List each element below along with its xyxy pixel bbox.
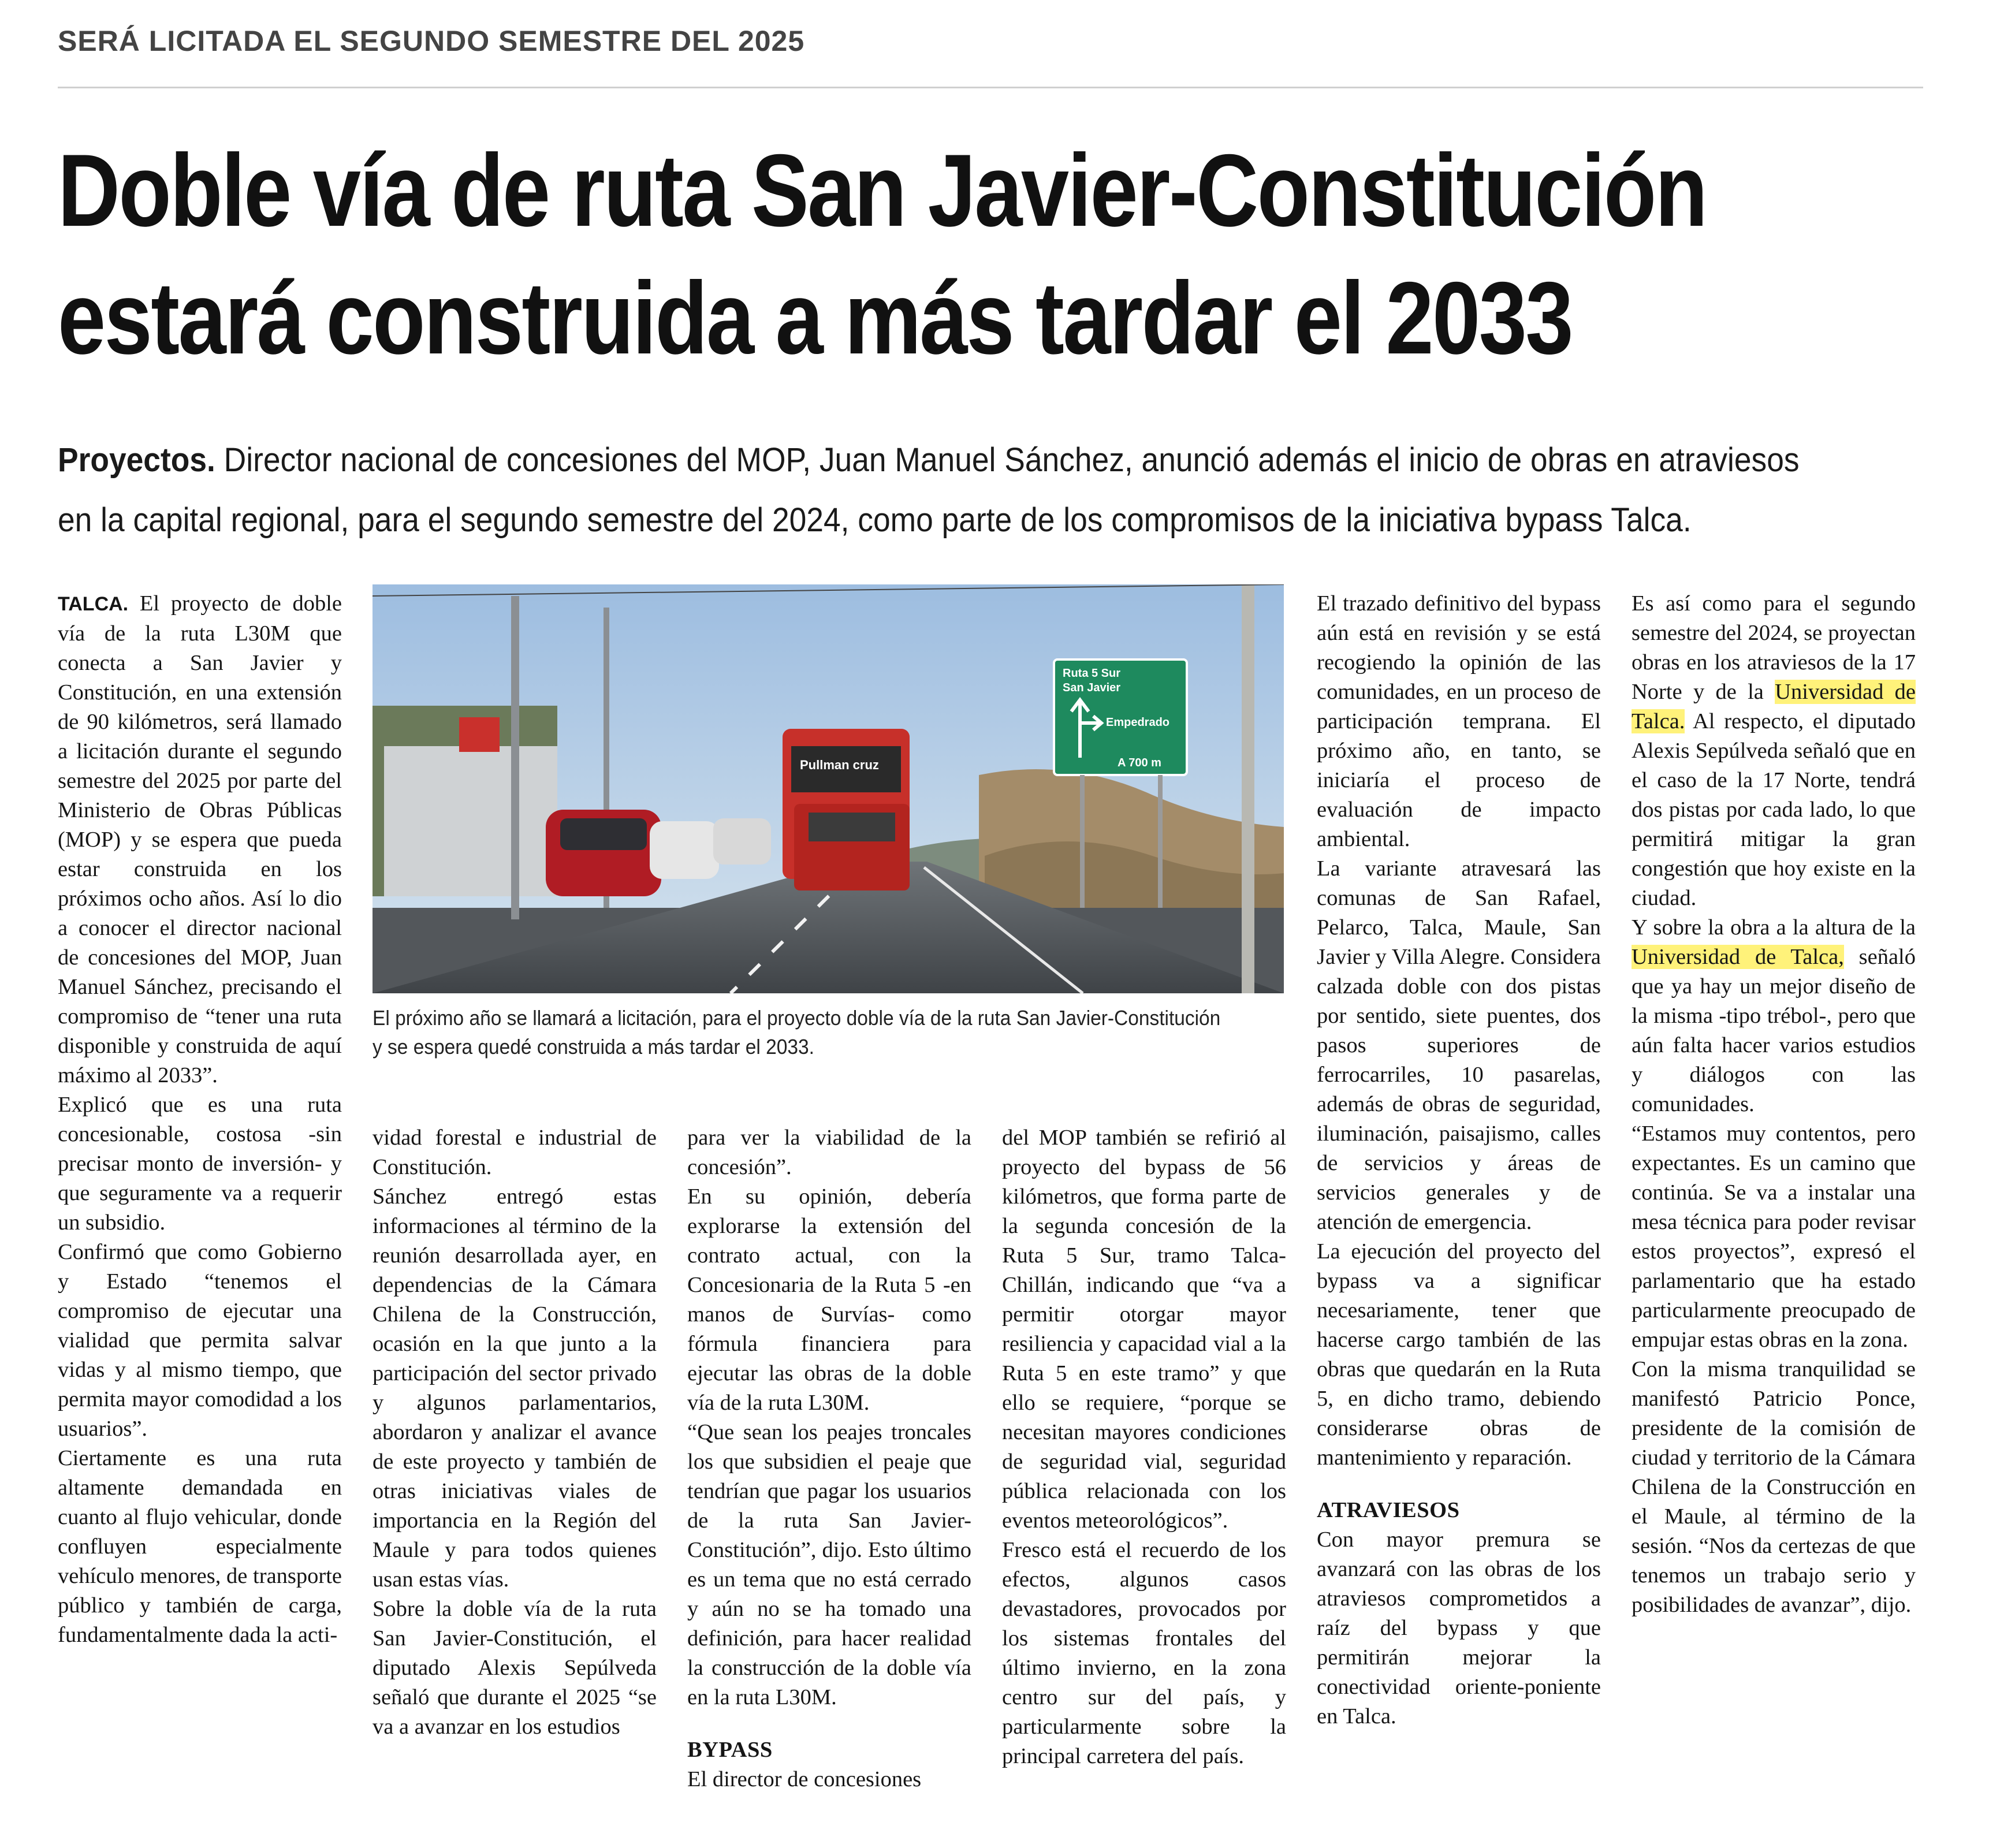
bus-label: Pullman cruz: [800, 758, 879, 772]
paragraph-text: Y sobre la obra a la altura de la: [1632, 915, 1916, 940]
article-paragraph: La ejecución del proyecto del bypass va a significar necesariamente, tener que hacerse cargo también de las obras que quedarán en la Ruta 5, en dicho tramo, debiendo considerarse obras de mantenimiento y reparación.: [1317, 1239, 1601, 1470]
dateline: TALCA.: [58, 593, 129, 615]
roadside-sign: [459, 717, 500, 752]
subhead-bypass: BYPASS: [687, 1738, 773, 1762]
article-paragraph: Explicó que es una ruta concesionable, costosa -sin precisar monto de inversión- y que seguramente va a requerir un subsidio.: [58, 1093, 342, 1235]
article-paragraph: para ver la viabilidad de la concesión”.: [687, 1126, 971, 1179]
lead-text: Director nacional de concesiones del MOP, Juan Manuel Sánchez, anunció además el inicio de obras en atraviesos en la capital regional, para el segundo semestre del 2024, como parte de los compromisos de la iniciativa bypass Talca.: [58, 441, 1800, 539]
kicker: SERÁ LICITADA EL SEGUNDO SEMESTRE DEL 2025: [58, 25, 805, 57]
article-paragraph: “Que sean los peajes troncales los que subsidien el peaje que tendrían que pagar los usuarios de la ruta San Javier-Constitución”, dijo. Esto último es un tema que no está cerrado y aún no se ha tomado una definición, para hacer realidad la construcción de la doble vía en la ruta L30M.: [687, 1420, 971, 1709]
header-divider: [58, 87, 1923, 88]
sign-text: San Javier: [1063, 681, 1121, 694]
article-paragraph: Sobre la doble vía de la ruta San Javier-Constitución, el diputado Alexis Sepúlveda señaló que durante el 2025 “se va a avanzar en los estudios: [373, 1597, 657, 1739]
sign-text: Ruta 5 Sur: [1063, 667, 1121, 680]
headline-line-2: estará construida a más tardar el 2033: [58, 260, 1572, 375]
paragraph-text: Es así como para el segundo semestre del 2024, se proyectan obras en los atraviesos de la 17 Norte y de la: [1632, 591, 1916, 704]
headline-line-1: Doble vía de ruta San Javier-Constitución: [58, 133, 1707, 248]
headline: [58, 127, 1707, 382]
article-column-2: [373, 1123, 657, 1742]
paragraph-text: El proyecto de doble vía de la ruta L30M que conecta a San Javier y Constitución, en una extensión de 90 kilómetros, será llamado a licitación durante el segundo semestre del 2025 por parte del Ministerio de Obras Públicas (MOP) y se espera que pueda estar construida en los próximos ocho años. Así lo dio a conocer el director nacional de concesiones del MOP, Juan Manuel Sánchez, precisando el compromiso de “tener una ruta disponible y construida de aquí máximo al 2033”.: [58, 591, 342, 1087]
article-paragraph: [1632, 913, 1916, 1119]
article-paragraph: Fresco está el recuerdo de los efectos, algunos casos devastadores, provocados por los sistemas frontales del último invierno, en la zona centro sur del país, y particularmente sobre la principal carretera del país.: [1002, 1538, 1286, 1768]
article-paragraph: El director de concesiones: [687, 1767, 922, 1791]
subhead-atraviesos: ATRAVIESOS: [1317, 1498, 1460, 1522]
lead-paragraph: [58, 430, 1811, 550]
article-paragraph: Confirmó que como Gobierno y Estado “tenemos el compromiso de ejecutar una vialidad que permita salvar vidas y al mismo tiempo, que permita mayor comodidad a los usuarios”.: [58, 1240, 342, 1441]
article-paragraph: [58, 589, 342, 1090]
article-paragraph: “Estamos muy contentos, pero expectantes. Es un camino que continúa. Se va a instalar una mesa técnica para poder revisar estos proyectos”, expresó el parlamentario que ha estado particularmente preocupado de empujar estas obras en la zona.: [1632, 1122, 1916, 1352]
article-paragraph: La variante atravesará las comunas de San Rafael, Pelarco, Talca, Maule, San Javier y Villa Alegre. Considera calzada doble con dos pistas por sentido, siete puentes, dos pasos superiores de ferrocarriles, 10 pasarelas, además de obras de seguridad, iluminación, paisajismo, calles de servicios y áreas de servicios generales y de atención de emergencia.: [1317, 856, 1601, 1234]
article-paragraph: Sánchez entregó estas informaciones al término de la reunión desarrollada ayer, en dependencias de la Cámara Chilena de la Construcción, ocasión en la que junto a la participación del sector privado y algunos parlamentarios, abordaron y analizar el avance de este proyecto y también de otras iniciativas viales de importancia en la Región del Maule y para todos quienes usan estas vías.: [373, 1184, 657, 1592]
article-column-4: [1002, 1123, 1286, 1771]
article-column-3: [687, 1123, 971, 1794]
sign-text: A 700 m: [1118, 757, 1161, 769]
highlighted-text: Universidad de Talca.: [1632, 680, 1916, 733]
lead-label: Proyectos.: [58, 441, 215, 479]
article-column-5: [1317, 589, 1601, 1731]
article-paragraph: En su opinión, debería explorarse la extensión del contrato actual, con la Concesionaria de la Ruta 5 -en manos de Survías- como fórmula financiera para ejecutar las obras de la doble vía de la ruta L30M.: [687, 1184, 971, 1415]
article-paragraph: [1632, 589, 1916, 913]
road-photo: [373, 584, 1284, 993]
article-paragraph: Con la misma tranquilidad se manifestó Patricio Ponce, presidente de la comisión de ciudad y territorio de la Cámara Chilena de la Construcción en el Maule, al término de la sesión. “Nos da certezas de que tenemos un trabajo serio y posibilidades de avanzar”, dijo.: [1632, 1357, 1916, 1617]
article-paragraph: vidad forestal e industrial de Constitución.: [373, 1126, 657, 1179]
article-paragraph: Ciertamente es una ruta altamente demandada en cuanto al flujo vehicular, donde confluyen especialmente vehículo menores, de transporte público y también de carga, fundamentalmente dada la acti-: [58, 1446, 342, 1647]
road-photo-illustration: [373, 584, 1284, 993]
paragraph-text: señaló que ya hay un mejor diseño de la misma -tipo trébol-, pero que aún falta hacer varios estudios y diálogos con las comunidades.: [1632, 945, 1916, 1116]
article-paragraph: El trazado definitivo del bypass aún está en revisión y se está recogiendo la opinión de las comunidades, en un proceso de participación temprana. El próximo año, en tanto, se iniciaría el proceso de evaluación de impacto ambiental.: [1317, 591, 1601, 851]
article-paragraph: Con mayor premura se avanzará con las obras de los atraviesos comprometidos a raíz del bypass y que permitirán mejorar la conectividad oriente-poniente en Talca.: [1317, 1527, 1601, 1728]
article-paragraph: del MOP también se refirió al proyecto del bypass de 56 kilómetros, que forma parte de la segunda concesión de la Ruta 5 Sur, tramo Talca-Chillán, indicando que “va a permitir otorgar mayor resiliencia y capacidad vial a la Ruta 5 en este tramo” y que ello se requiere, “porque se necesitan mayores condiciones de seguridad vial, seguridad pública relacionada con los eventos meteorológicos”.: [1002, 1126, 1286, 1533]
photo-caption: El próximo año se llamará a licitación, para el proyecto doble vía de la ruta San Javier-Constitución y se espera quedé construida a más tardar el 2033.: [373, 1006, 1221, 1059]
paragraph-text: Al respecto, el diputado Alexis Sepúlveda señaló que en el caso de la 17 Norte, tendrá dos pistas por cada lado, lo que permitirá mitigar la gran congestión que hoy existe en la ciudad.: [1632, 709, 1916, 910]
article-column-6: [1632, 589, 1916, 1620]
highlighted-text: Universidad de Talca,: [1632, 945, 1844, 969]
article-column-1: [58, 589, 342, 1650]
sign-text: Empedrado: [1106, 716, 1170, 729]
